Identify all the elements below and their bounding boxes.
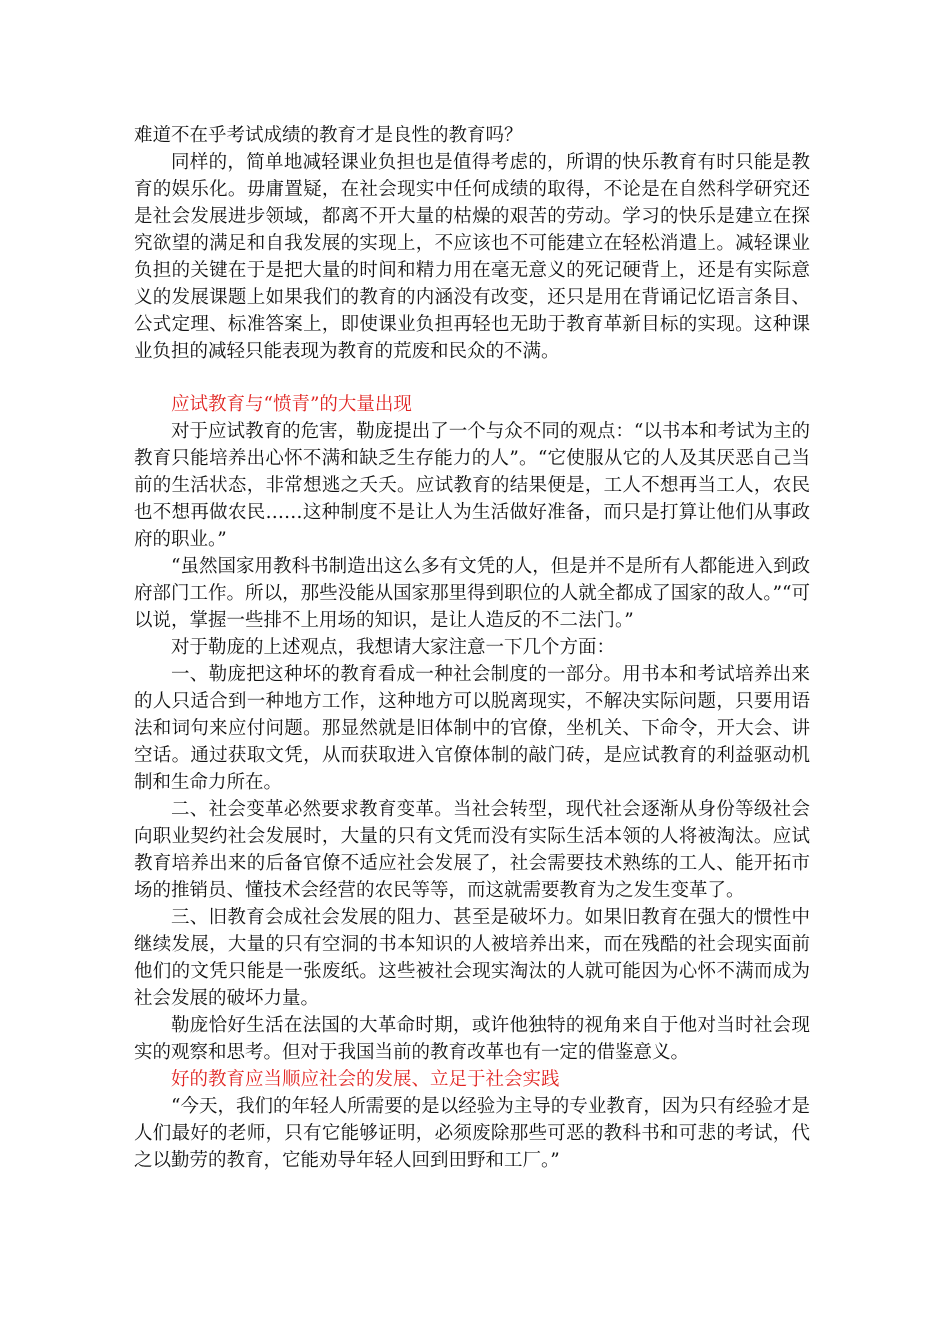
paragraph-lebon-context: 勒庞恰好生活在法国的大革命时期，或许他独特的视角来自于他对当时社会现实的观察和思考。但对于我国当前的教育改革也有一定的借鉴意义。 (134, 1015, 810, 1063)
paragraph-point-three: 三、旧教育会成社会发展的阻力、甚至是破坏力。如果旧教育在强大的惯性中继续发展，大量的只有空洞的书本知识的人被培养出来，而在残酷的社会现实面前他们的文凭只能是一张废纸。这些被社会现实淘汰的人就可能因为心怀不满而成为社会发展的破坏力量。 (134, 907, 810, 1009)
section-heading-good-education: 好的教育应当顺应社会的发展、立足于社会实践 (171, 1069, 560, 1090)
section-heading-exam-education: 应试教育与“愤青”的大量出现 (171, 394, 412, 415)
paragraph-point-one: 一、勒庞把这种坏的教育看成一种社会制度的一部分。用书本和考试培养出来的人只适合到一种地方工作，这种地方可以脱离现实，不解决实际问题，只要用语法和词句来应付问题。那显然就是旧体制中的官僚，坐机关、下命令，开大会、讲空话。通过获取文凭，从而获取进入官僚体制的敲门砖，是应试教育的利益驱动机制和生命力所在。 (134, 664, 810, 793)
paragraph-point-two: 二、社会变革必然要求教育变革。当社会转型，现代社会逐渐从身份等级社会向职业契约社会发展时，大量的只有文凭而没有实际生活本领的人将被淘汰。应试教育培养出来的后备官僚不适应社会发展了，社会需要技术熟练的工人、能开拓市场的推销员、懂技术会经营的农民等等，而这就需要教育为之发生变革了。 (134, 799, 810, 901)
paragraph-lebon-quote: “虽然国家用教科书制造出这么多有文凭的人，但是并不是所有人都能进入到政府部门工作。所以，那些没能从国家那里得到职位的人就全都成了国家的敌人。”“可以说，掌握一些排不上用场的知识，是让人造反的不二法门。” (134, 556, 810, 631)
paragraph-attention: 对于勒庞的上述观点，我想请大家注意一下几个方面： (171, 637, 616, 658)
paragraph-lebon-view: 对于应试教育的危害，勒庞提出了一个与众不同的观点：“以书本和考试为主的教育只能培养出心怀不满和缺乏生存能力的人”。“它使服从它的人及其厌恶自己当前的生活状态，非常想逃之夭夭。应试教育的结果便是，工人不想再当工人，农民也不想再做农民……这种制度不是让人为生活做好准备，而只是打算让他们从事政府的职业。” (134, 421, 810, 550)
paragraph-light-burden: 同样的，简单地减轻课业负担也是值得考虑的，所谓的快乐教育有时只能是教育的娱乐化。毋庸置疑，在社会现实中任何成绩的取得，不论是在自然科学研究还是社会发展进步领域，都离不开大量的枯燥的艰苦的劳动。学习的快乐是建立在探究欲望的满足和自我发展的实现上，不应该也不可能建立在轻松消遣上。减轻课业负担的关键在于是把大量的时间和精力用在毫无意义的死记硬背上，还是有实际意义的发展课题上如果我们的教育的内涵没有改变，还只是用在背诵记忆语言条目、公式定理、标准答案上，即使课业负担再轻也无助于教育革新目标的实现。这种课业负担的减轻只能表现为教育的荒废和民众的不满。 (134, 152, 810, 362)
paragraph-continuation: 难道不在乎考试成绩的教育才是良性的教育吗？ (134, 125, 523, 146)
paragraph-experience-quote: “今天，我们的年轻人所需要的是以经验为主导的专业教育，因为只有经验才是人们最好的老师，只有它能够证明，必须废除那些可恶的教科书和可悲的考试，代之以勤劳的教育，它能劝导年轻人回到田野和工厂。” (134, 1096, 810, 1171)
document-body (134, 122, 810, 1174)
section-gap (134, 365, 810, 391)
